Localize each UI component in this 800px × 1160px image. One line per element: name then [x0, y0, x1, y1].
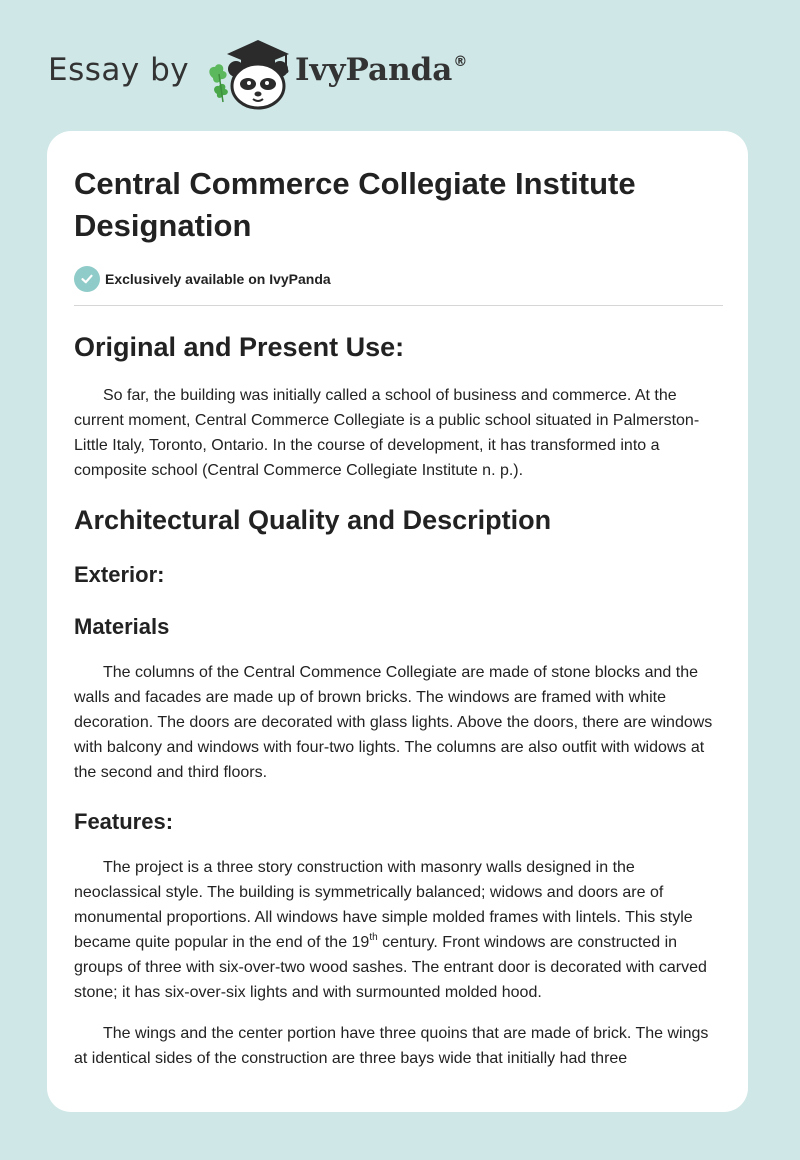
heading-materials: Materials: [74, 614, 170, 639]
features-text-a: The project is a three story construction with masonry walls designed in the neoclassical style. The building is symmetrically balanced; widows and doors are of monumental proportions. All windows have simple molded frames with lintels. This style became quite popular in the end of the 19: [74, 859, 693, 951]
features-text-b: century. Front windows are constructed in groups of three with six-over-two wood sashes. The entrant door is decorated with carved stone; it has six-over-six lights and with surmounted molded hood.: [74, 934, 707, 1001]
essay-title: Central Commerce Collegiate Institute Designation: [74, 166, 636, 243]
brand-text: IvyPanda: [295, 52, 453, 88]
heading-architectural-quality: Architectural Quality and Description: [74, 505, 552, 535]
essay-content: [74, 163, 724, 1071]
divider: [74, 305, 723, 306]
badge-label: Exclusively available on IvyPanda: [105, 271, 331, 287]
essay-card: [47, 131, 748, 1112]
heading-features: Features:: [74, 809, 174, 834]
paragraph-original-use: So far, the building was initially called a school of business and commerce. At the current moment, Central Commerce Collegiate is a public school situated in Palmerston-Little Italy, Toronto, Ontario. In the course of development, it has transformed into a composite school (Central Commerce Collegiate Institute n. p.).: [74, 387, 700, 479]
registered-mark: ®: [453, 54, 468, 70]
paragraph-features-1: [74, 855, 724, 1005]
superscript-th: th: [369, 932, 378, 943]
heading-exterior: Exterior:: [74, 562, 165, 587]
heading-original-use: Original and Present Use:: [74, 332, 405, 362]
panda-logo-icon[interactable]: [203, 34, 293, 110]
essay-by-label: Essay by: [48, 52, 190, 88]
paragraph-materials: The columns of the Central Commence Collegiate are made of stone blocks and the walls and facades are made up of brown bricks. The windows are framed with white decoration. The doors are decorated with glass lights. Above the doors, there are windows with balcony and windows with four-two lights. The columns are also outfit with widows at the second and third floors.: [74, 664, 713, 781]
checkmark-icon: [74, 266, 100, 292]
site-header: [48, 34, 648, 114]
paragraph-features-2: The wings and the center portion have three quoins that are made of brick. The wings at identical sides of the construction are three bays wide that initially had three: [74, 1025, 709, 1067]
brand-name[interactable]: [295, 52, 467, 88]
exclusive-badge: [74, 265, 724, 293]
